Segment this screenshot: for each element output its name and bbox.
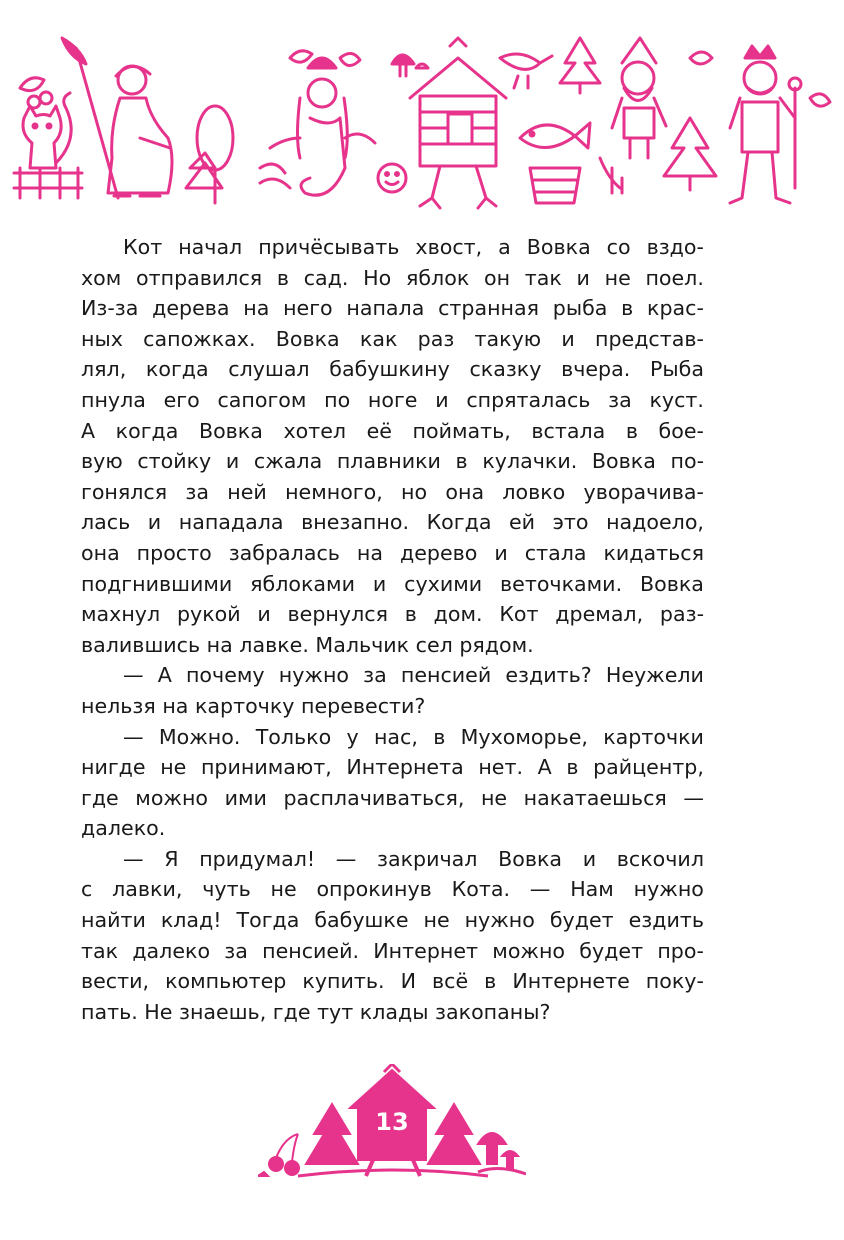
- text-line: хом отправился в сад. Но яблок он так и не поел.: [81, 265, 704, 290]
- bird-icon: [500, 54, 552, 88]
- text-line: пать. Не знаешь, где тут клады закопаны?: [81, 999, 551, 1024]
- text-line: с лавки, чуть не опрокинув Кота. — Нам нужно: [81, 877, 704, 902]
- text-line: — А почему нужно за пенсией ездить? Неужели: [123, 663, 704, 688]
- leaf-icon: [20, 78, 52, 108]
- witch-icon: [108, 66, 172, 196]
- header-illustration: [0, 18, 844, 218]
- text-line: махнул рукой и вернулся в дом. Кот дремал, раз-: [81, 602, 704, 627]
- text-line: лась и нападала внезапно. Когда ей это надоело,: [81, 510, 704, 535]
- text-line: нигде не принимают, Интернета нет. А в райцентр,: [81, 755, 704, 780]
- text-line: где можно ими расплачиваться, не накатаешься —: [81, 785, 704, 810]
- text-line: вую стойку и сжала плавники в кулачки. Вовка по-: [81, 449, 704, 474]
- mermaid-icon: [260, 58, 375, 195]
- cherry-icon: [258, 1134, 299, 1176]
- text-line: А когда Вовка хотел её поймать, встала в бое-: [81, 418, 704, 443]
- text-line: она просто забралась на дерево и стала кидаться: [81, 540, 704, 565]
- text-line: — Можно. Только у нас, в Мухоморье, карточки: [123, 724, 704, 749]
- text-line: найти клад! Тогда бабушке не нужно будет ездить: [81, 908, 704, 933]
- text-line: подгнившими яблоками и сухими веточками. Вовка: [81, 571, 704, 596]
- leaf-icon: [290, 51, 830, 193]
- page-number: 13: [375, 1108, 409, 1136]
- text-line: валившись на лавке. Мальчик сел рядом.: [81, 632, 534, 657]
- text-line: лял, когда слушал бабушкину сказку вчера. Рыба: [81, 357, 704, 382]
- text-line: пнула его сапогом по ноге и спряталась за куст.: [81, 387, 704, 412]
- gnome-icon: [612, 38, 666, 158]
- text-line: — Я придумал! — закричал Вовка и вскочил: [123, 846, 704, 871]
- tree-icon: [186, 106, 233, 203]
- text-line: ных сапожках. Вовка как раз такую и представ-: [81, 326, 704, 351]
- fish-icon: [520, 123, 590, 203]
- text-line: Кот начал причёсывать хвост, а Вовка со вздо-: [123, 235, 704, 259]
- text-line: вести, компьютер купить. И всё в Интернете поку-: [81, 969, 704, 994]
- text-line: так далеко за пенсией. Интернет можно будет про-: [81, 938, 704, 963]
- text-line: нельзя на карточку перевести?: [81, 693, 426, 718]
- text-line: далеко.: [81, 816, 166, 841]
- cat-icon: [14, 93, 82, 198]
- mushroom-icon: [478, 1133, 526, 1174]
- kolobok-icon: [378, 164, 406, 192]
- mushroom-icon: [392, 55, 428, 76]
- king-icon: [730, 46, 801, 203]
- text-line: гонялся за ней немного, но она ловко уворачива-: [81, 479, 704, 504]
- text-line: Из-за дерева на него напала странная рыба в крас-: [81, 296, 704, 321]
- body-text: [81, 232, 704, 1027]
